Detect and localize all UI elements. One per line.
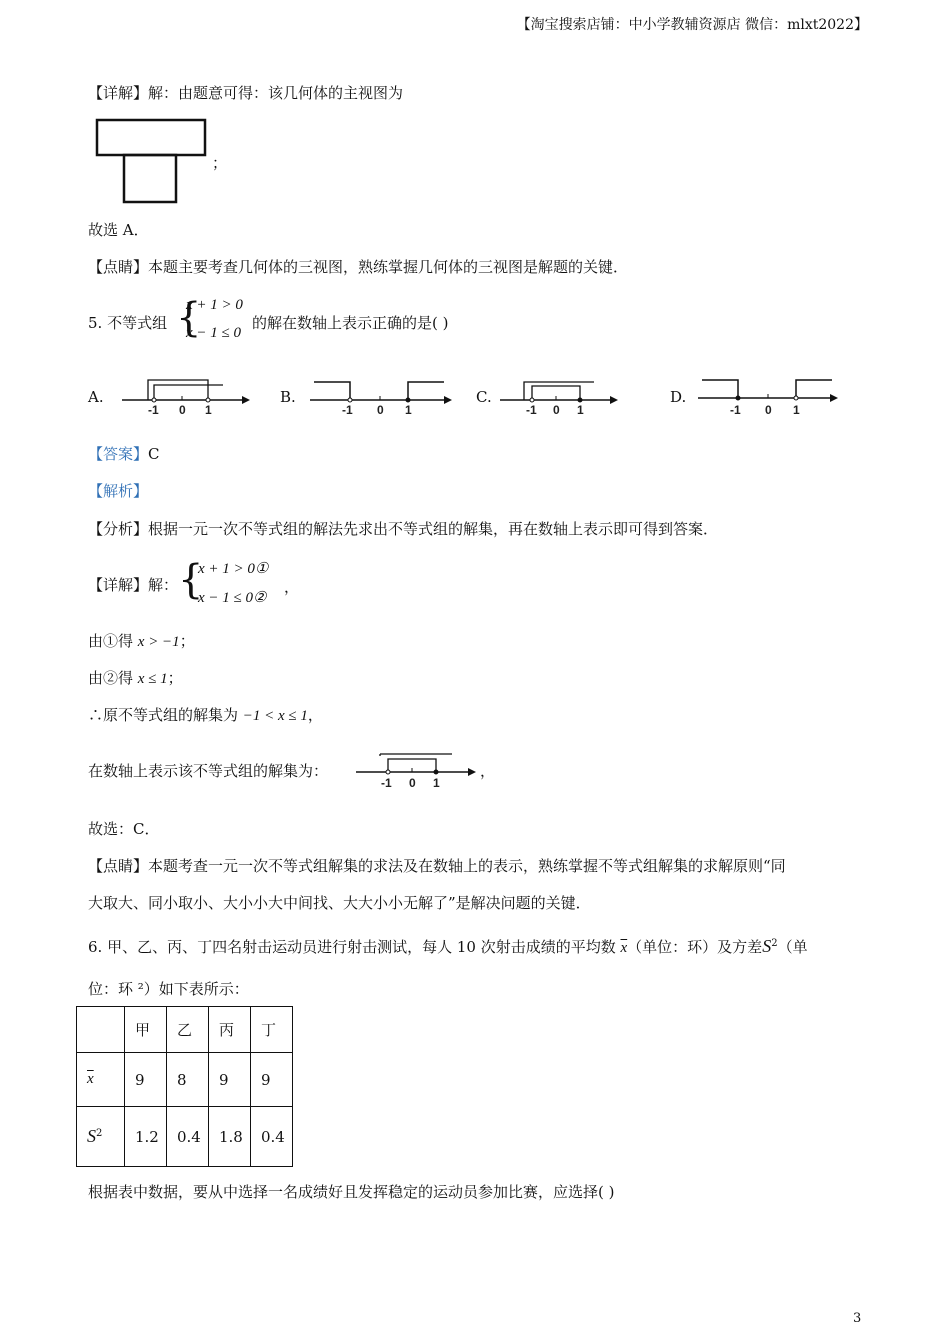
answer-line [88,443,160,464]
solution-tick-2: 0 [409,776,416,790]
option-d-tick-1: -1 [730,403,741,417]
q6-unit1: （单位：环）及方差 [627,938,763,956]
option-a-label: A. [88,388,104,406]
table-header-bing: 丙 [209,1007,251,1053]
step3-end: ， [307,706,323,724]
q4-choice: 故选 A． [88,221,149,239]
option-a-tick-1: -1 [148,403,159,417]
table-cell: 1.8 [209,1107,251,1167]
step2-end: ； [167,669,183,687]
q5-line1: x + 1 > 0 [186,297,243,313]
row-label-xbar: $\overline{x}$ [77,1053,125,1107]
table-header-ding: 丁 [251,1007,293,1053]
option-a-tick-3: 1 [205,403,212,417]
q5-detail-brace: { [178,557,204,603]
solution-numberline [352,746,480,790]
q6-stem-start: 6. 甲、乙、丙、丁四名射击运动员进行射击测试，每人 10 次射击成绩的平均数 [88,938,616,956]
q4-semicolon: ； [212,154,228,172]
q6-question: 根据表中数据，要从中选择一名成绩好且发挥稳定的运动员参加比赛，应选择( ) [88,1183,615,1201]
q4-detail: 【详解】解：由题意可得：该几何体的主视图为 [88,84,404,102]
q5-brace: { [176,295,202,341]
table-cell: 1.2 [125,1107,167,1167]
step2-prefix: 由②得 [88,669,138,687]
table-header-jia: 甲 [125,1007,167,1053]
q5-comment-line2: 大取大、同小取小、大小小大中间找、大大小小无解了”是解决问题的关键． [88,894,591,912]
q5-sys-line1: x + 1 > 0① [198,561,269,577]
option-c-tick-1: -1 [526,403,537,417]
option-d-tick-3: 1 [793,403,800,417]
option-c-tick-2: 0 [553,403,560,417]
option-d-label: D. [670,388,687,406]
solution-tick-1: -1 [381,776,392,790]
option-b-tick-1: -1 [342,403,353,417]
table-cell: 0.4 [251,1107,293,1167]
table-corner [77,1007,125,1053]
step1-math: x > −1 [137,634,180,650]
q5-step2 [88,667,183,688]
solution-tick-3: 1 [433,776,440,790]
scores-table [76,1006,293,1167]
table-row [77,1053,293,1107]
q4-comment: 【点睛】本题主要考查几何体的三视图，熟练掌握几何体的三视图是解题的关键． [88,258,629,276]
step3-math: −1 < x ≤ 1 [242,708,308,724]
q5-numline-text: 在数轴上表示该不等式组的解集为： [88,762,329,780]
q5-prefix: 5. 不等式组 [88,314,168,332]
table-cell: 9 [209,1053,251,1107]
option-c-numberline [496,374,622,418]
q5-suffix: 的解在数轴上表示正确的是( ) [252,314,449,332]
step3-prefix: ∴原不等式组的解集为 [88,706,243,724]
option-b-label: B. [280,388,296,406]
q5-choice: 故选：C． [88,820,160,838]
option-b-numberline [306,374,456,418]
table-cell: 0.4 [167,1107,209,1167]
answer-value: C [148,445,160,463]
q5-analysis: 【分析】根据一元一次不等式组的解法先求出不等式组的解集，再在数轴上表示即可得到答案． [88,520,719,538]
q5-comma: ， [284,578,300,596]
table-header-row [77,1007,293,1053]
q5-step3 [88,704,323,725]
q5-comment-line1: 【点睛】本题考查一元一次不等式组解集的求法及在数轴上的表示，熟练掌握不等式组解集的求解原则“同 [88,857,786,875]
option-a-numberline [118,374,254,418]
q6-s-sup: 2 [771,938,778,949]
table-cell: 8 [167,1053,209,1107]
answer-label: 【答案】 [88,445,149,463]
q6-stem-line1 [88,936,808,957]
option-c-tick-3: 1 [577,403,584,417]
header-shop-note: 【淘宝搜索店铺：中小学教辅资源店 微信：mlxt2022】 [516,17,868,33]
row-label-s: S [87,1126,96,1146]
option-a-tick-2: 0 [179,403,186,417]
q6-unit2: （单 [777,938,808,956]
front-view-figure [94,117,210,207]
option-c-label: C. [476,388,492,406]
option-b-tick-2: 0 [377,403,384,417]
analysis-label: 【解析】 [88,482,149,500]
page-number: 3 [853,1311,862,1326]
q6-stem-line2: 位：环 ²）如下表所示： [88,980,249,998]
step2-math: x ≤ 1 [137,671,168,687]
option-b-tick-3: 1 [405,403,412,417]
q6-xbar: $\overline{x}$ [620,940,628,956]
q5-step1 [88,630,195,651]
step1-prefix: 由①得 [88,632,138,650]
row-label-s2 [77,1107,125,1167]
q5-numline-end: ， [480,762,496,780]
option-d-numberline [694,372,842,418]
q5-sys-line2: x − 1 ≤ 0② [198,590,267,606]
option-d-tick-2: 0 [765,403,772,417]
table-header-yi: 乙 [167,1007,209,1053]
row-label-s-sup: 2 [96,1128,103,1139]
q6-s-symbol: S [762,936,772,956]
step1-end: ； [179,632,195,650]
table-cell: 9 [251,1053,293,1107]
table-cell: 9 [125,1053,167,1107]
q5-line2: x − 1 ≤ 0 [186,325,242,341]
table-row [77,1107,293,1167]
q5-detail-label: 【详解】解： [88,576,179,594]
